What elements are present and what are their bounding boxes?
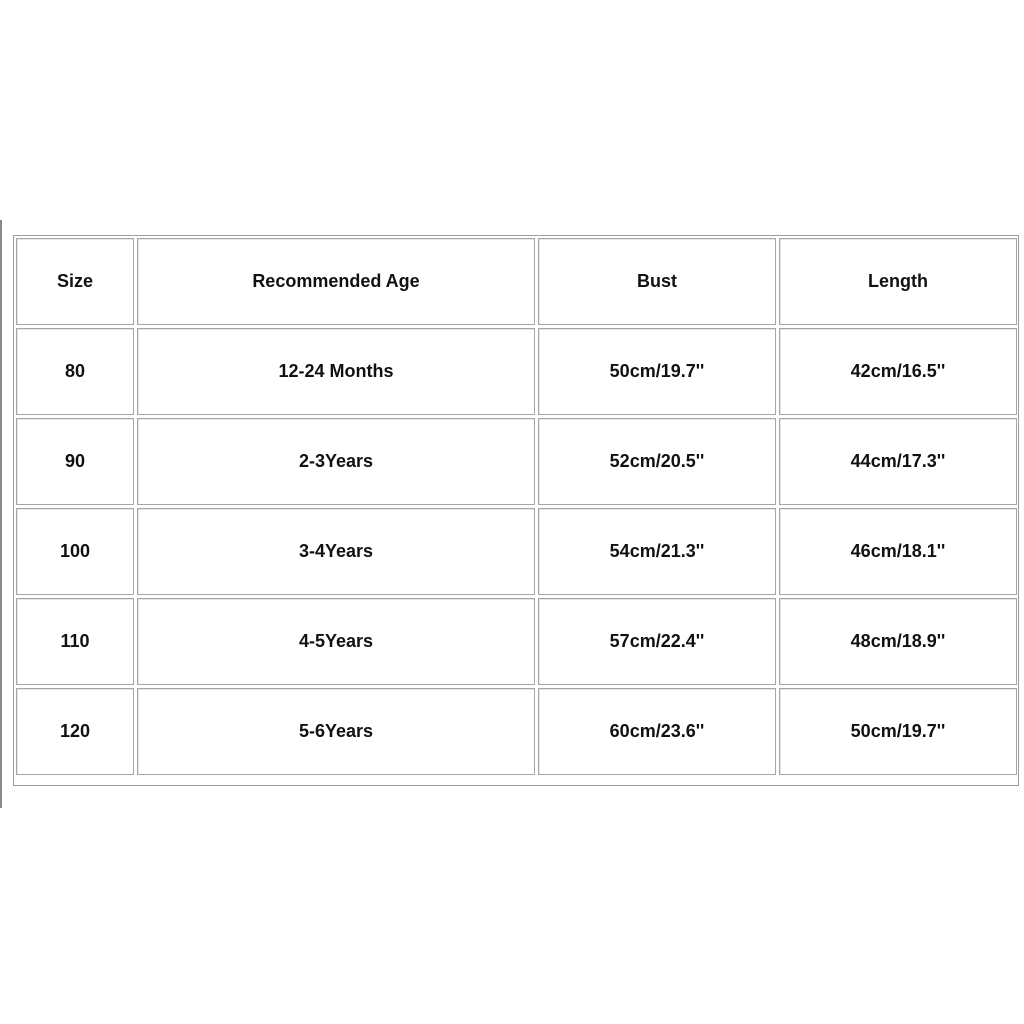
cell-size: 110	[16, 598, 134, 685]
cell-size: 100	[16, 508, 134, 595]
table-row	[16, 688, 1017, 775]
cell-length: 42cm/16.5''	[779, 328, 1017, 415]
cell-size: 80	[16, 328, 134, 415]
size-chart-frame	[13, 235, 1019, 786]
cell-bust: 52cm/20.5''	[538, 418, 776, 505]
cell-length: 50cm/19.7''	[779, 688, 1017, 775]
table-row	[16, 418, 1017, 505]
table-row	[16, 328, 1017, 415]
table-row	[16, 598, 1017, 685]
cell-age: 12-24 Months	[137, 328, 535, 415]
header-recommended-age: Recommended Age	[137, 238, 535, 325]
cell-age: 5-6Years	[137, 688, 535, 775]
cell-bust: 57cm/22.4''	[538, 598, 776, 685]
cell-length: 46cm/18.1''	[779, 508, 1017, 595]
header-size: Size	[16, 238, 134, 325]
cell-bust: 60cm/23.6''	[538, 688, 776, 775]
cell-bust: 54cm/21.3''	[538, 508, 776, 595]
left-divider	[0, 220, 2, 808]
cell-size: 120	[16, 688, 134, 775]
cell-age: 4-5Years	[137, 598, 535, 685]
cell-age: 3-4Years	[137, 508, 535, 595]
table-row	[16, 508, 1017, 595]
cell-bust: 50cm/19.7''	[538, 328, 776, 415]
cell-length: 48cm/18.9''	[779, 598, 1017, 685]
header-bust: Bust	[538, 238, 776, 325]
header-length: Length	[779, 238, 1017, 325]
cell-length: 44cm/17.3''	[779, 418, 1017, 505]
size-chart-table	[13, 235, 1020, 778]
table-header-row	[16, 238, 1017, 325]
cell-size: 90	[16, 418, 134, 505]
cell-age: 2-3Years	[137, 418, 535, 505]
